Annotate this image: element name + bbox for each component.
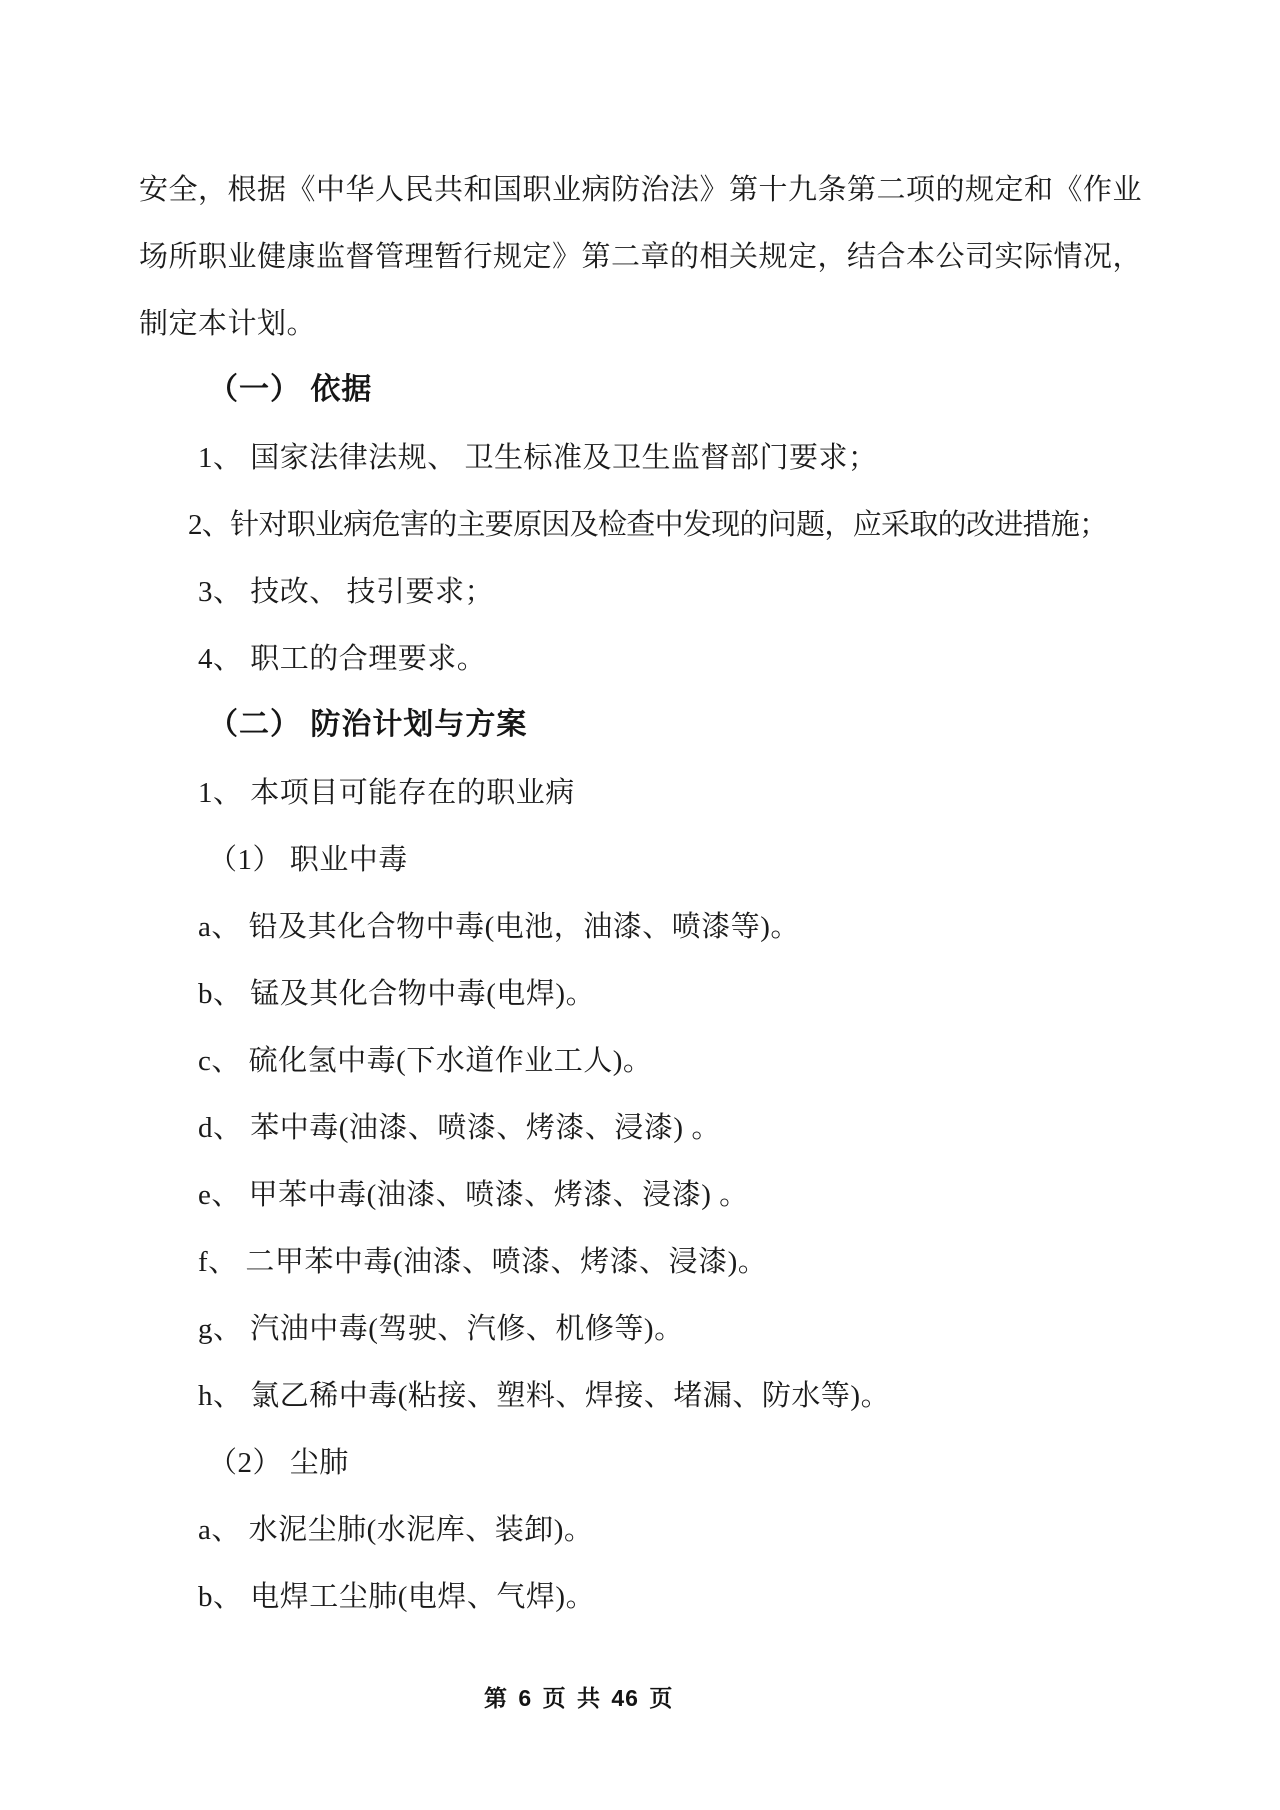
list-item-poison-e: e、 甲苯中毒(油漆、喷漆、烤漆、浸漆) 。 [198, 1179, 749, 1211]
list-item-poison-g: g、 汽油中毒(驾驶、汽修、机修等)。 [198, 1313, 684, 1345]
sub-heading-poisoning: （1） 职业中毒 [208, 844, 408, 876]
section-heading-basis: （一） 依据 [208, 373, 373, 406]
list-item-basis-3: 3、 技改、 技引要求； [198, 576, 495, 608]
list-item-poison-h: h、 氯乙稀中毒(粘接、塑料、焊接、堵漏、防水等)。 [198, 1380, 891, 1412]
list-item-dust-b: b、 电焊工尘肺(电焊、气焊)。 [198, 1581, 596, 1613]
list-item-basis-1: 1、 国家法律法规、 卫生标准及卫生监督部门要求； [198, 442, 878, 474]
sub-heading-pneumoconiosis: （2） 尘肺 [208, 1447, 349, 1479]
body-line-intro-2: 场所职业健康监督管理暂行规定》第二章的相关规定，结合本公司实际情况， [139, 241, 1143, 273]
list-item-poison-a: a、 铅及其化合物中毒(电池，油漆、喷漆等)。 [198, 911, 800, 943]
body-line-intro-3: 制定本计划。 [139, 308, 317, 340]
list-item-poison-c: c、 硫化氢中毒(下水道作业工人)。 [198, 1045, 653, 1077]
list-item-basis-4: 4、 职工的合理要求。 [198, 643, 487, 675]
section-heading-plan: （二） 防治计划与方案 [208, 708, 528, 741]
list-item-poison-b: b、 锰及其化合物中毒(电焊)。 [198, 978, 596, 1010]
list-item-plan-1: 1、 本项目可能存在的职业病 [198, 777, 575, 809]
list-item-poison-d: d、 苯中毒(油漆、喷漆、烤漆、浸漆) 。 [198, 1112, 721, 1144]
body-line-intro-1: 安全，根据《中华人民共和国职业病防治法》第十九条第二项的规定和《作业 [139, 174, 1143, 206]
list-item-dust-a: a、 水泥尘肺(水泥库、装卸)。 [198, 1514, 594, 1546]
page-footer-page-number: 第 6 页 共 46 页 [484, 1685, 674, 1711]
list-item-basis-2: 2、针对职业病危害的主要原因及检查中发现的问题，应采取的改进措施； [188, 509, 1108, 541]
list-item-poison-f: f、 二甲苯中毒(油漆、喷漆、烤漆、浸漆)。 [198, 1246, 768, 1278]
